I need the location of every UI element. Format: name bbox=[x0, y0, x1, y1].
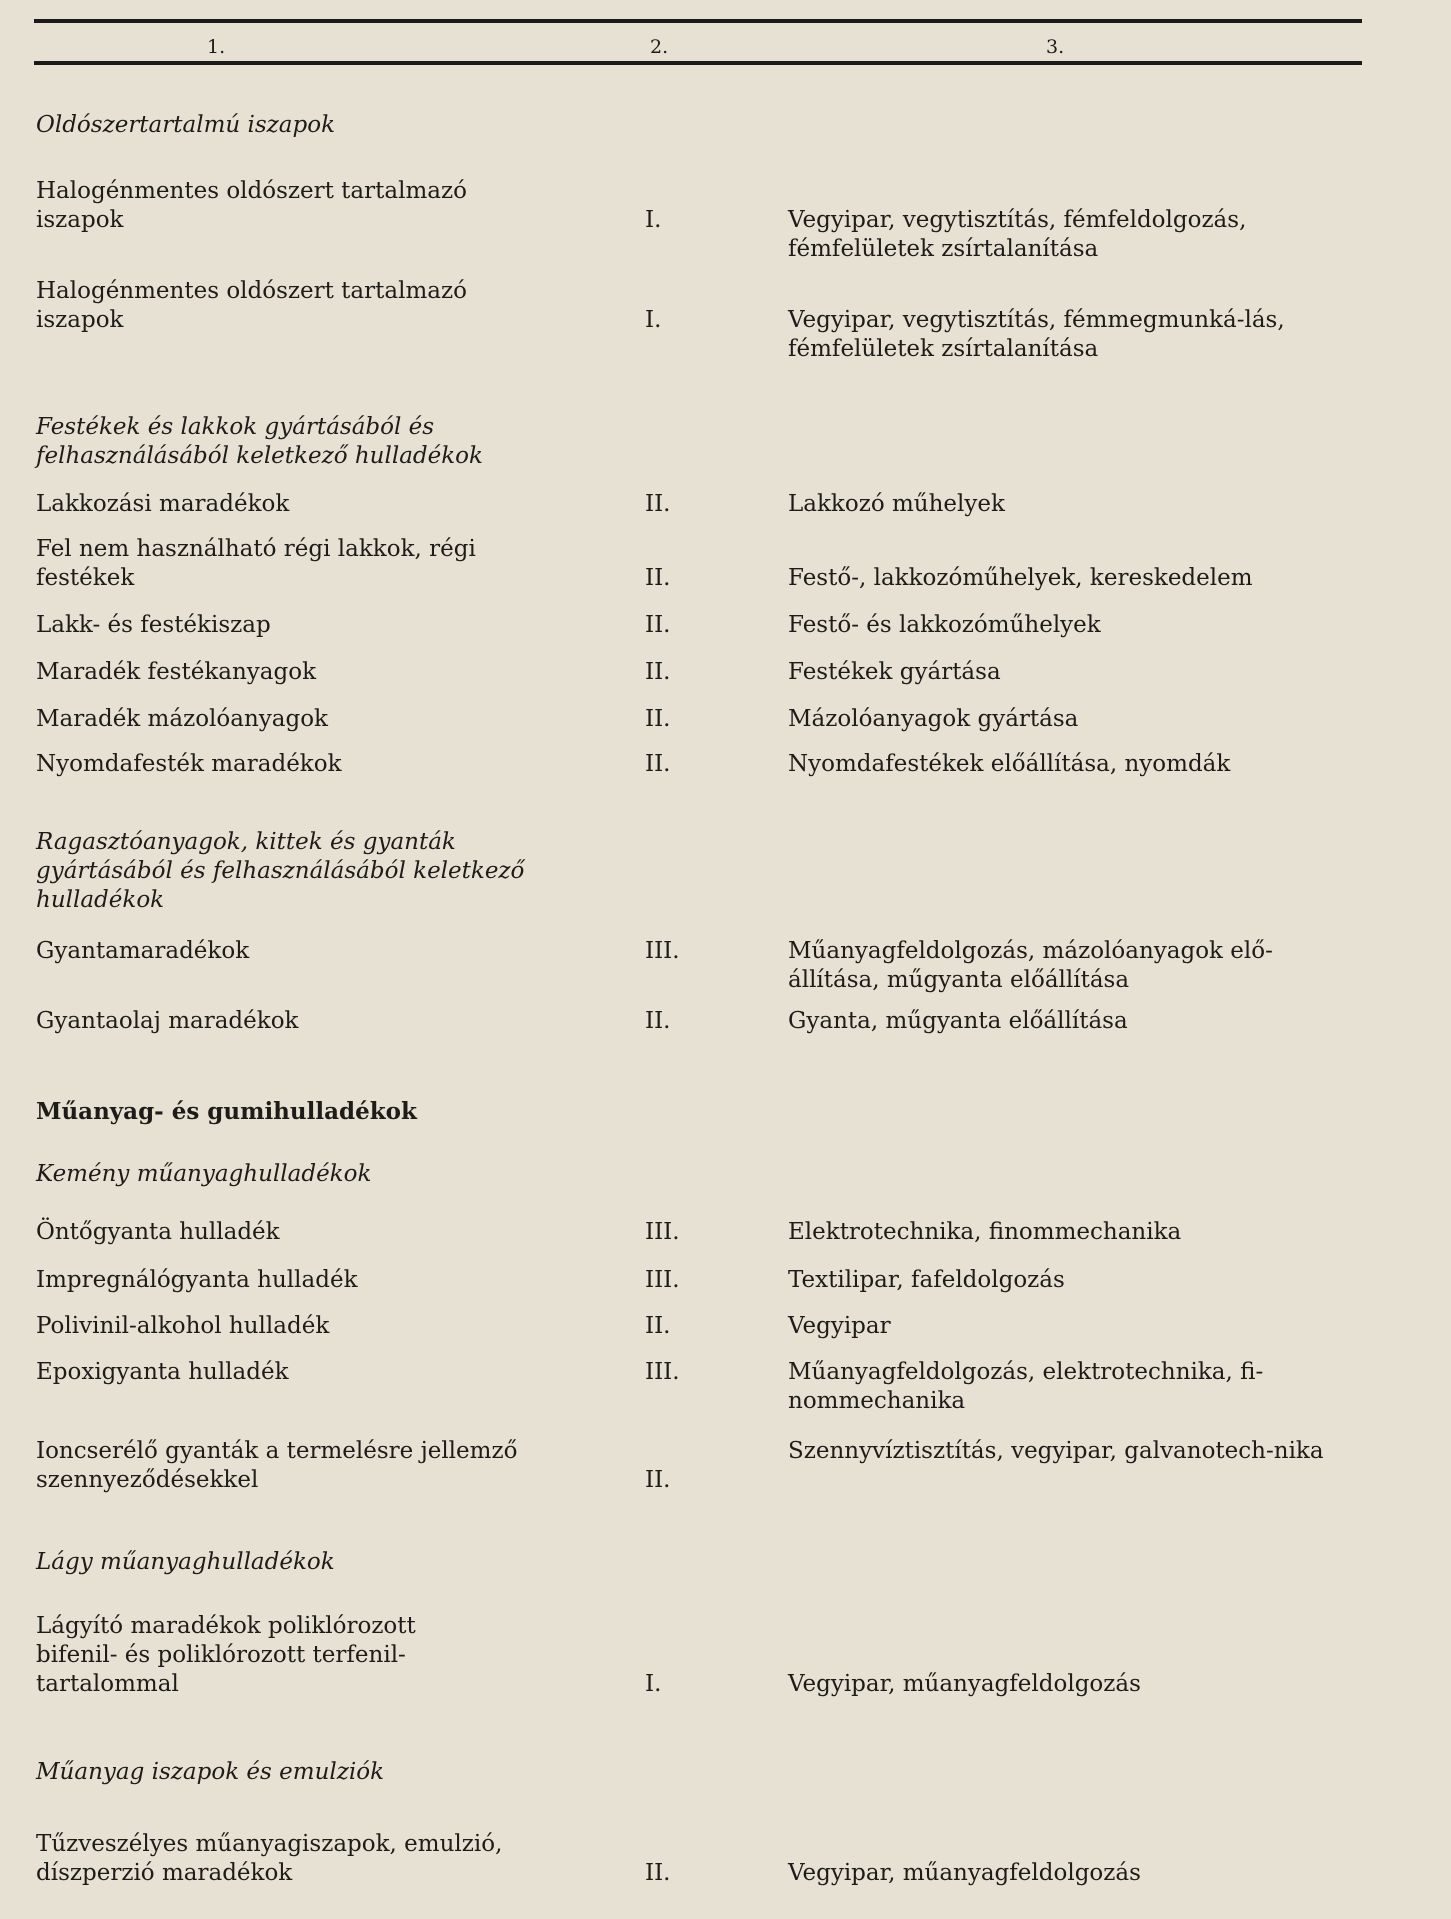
waste-name: Ioncserélő gyanták a termelésre jellemző szennyeződésekkel bbox=[36, 1438, 518, 1493]
waste-name: Epoxigyanta hulladék bbox=[36, 1359, 289, 1385]
waste-source: Vegyipar, műanyagfeldolgozás bbox=[788, 1671, 1141, 1697]
waste-name: Fel nem használható régi lakkok, régi festékek bbox=[36, 536, 476, 591]
waste-source: Festő- és lakkozóműhelyek bbox=[788, 612, 1101, 638]
waste-name: Lágyító maradékok poliklórozott bifenil- és poliklórozott terfenil-tartalommal bbox=[36, 1613, 416, 1697]
hazard-class: II. bbox=[645, 1467, 671, 1493]
waste-source: Műanyagfeldolgozás, elektrotechnika, fi-nommechanika bbox=[788, 1359, 1264, 1414]
waste-source: Mázolóanyagok gyártása bbox=[788, 706, 1079, 732]
waste-name: Lakkozási maradékok bbox=[36, 491, 290, 517]
waste-source: Vegyipar, vegytisztítás, fémfeldolgozás, fémfelületek zsírtalanítása bbox=[788, 207, 1247, 262]
waste-name: Lakk- és festékiszap bbox=[36, 612, 271, 638]
waste-source: Szennyvíztisztítás, vegyipar, galvanotech-nika bbox=[788, 1438, 1324, 1464]
waste-name: Maradék mázolóanyagok bbox=[36, 706, 328, 732]
waste-source: Vegyipar, vegytisztítás, fémmegmunká-lás, fémfelületek zsírtalanítása bbox=[788, 307, 1285, 362]
hazard-class: I. bbox=[645, 1671, 662, 1697]
waste-name: Halogénmentes oldószert tartalmazó iszapok bbox=[36, 278, 467, 333]
waste-source: Műanyagfeldolgozás, mázolóanyagok elő-állítása, műgyanta előállítása bbox=[788, 938, 1273, 993]
waste-source: Elektrotechnika, finommechanika bbox=[788, 1219, 1182, 1245]
hazard-class: I. bbox=[645, 307, 662, 333]
waste-source: Vegyipar, műanyagfeldolgozás bbox=[788, 1860, 1141, 1886]
waste-name: Halogénmentes oldószert tartalmazó iszapok bbox=[36, 178, 467, 233]
waste-name: Impregnálógyanta hulladék bbox=[36, 1267, 358, 1293]
column-header-2: 2. bbox=[650, 36, 669, 58]
waste-source: Gyanta, műgyanta előállítása bbox=[788, 1008, 1128, 1034]
waste-name: Polivinil-alkohol hulladék bbox=[36, 1313, 330, 1339]
waste-name: Nyomdafesték maradékok bbox=[36, 751, 342, 777]
waste-name: Tűzveszélyes műanyagiszapok, emulzió, díszperzió maradékok bbox=[36, 1831, 503, 1886]
hazard-class: III. bbox=[645, 1267, 680, 1293]
hazard-class: II. bbox=[645, 659, 671, 685]
column-header-1: 1. bbox=[207, 36, 226, 58]
hazard-class: II. bbox=[645, 1008, 671, 1034]
waste-name: Gyantaolaj maradékok bbox=[36, 1008, 299, 1034]
hazard-class: II. bbox=[645, 706, 671, 732]
waste-source: Festékek gyártása bbox=[788, 659, 1001, 685]
waste-name: Öntőgyanta hulladék bbox=[36, 1219, 280, 1245]
hazard-class: I. bbox=[645, 207, 662, 233]
waste-source: Vegyipar bbox=[788, 1313, 891, 1339]
hazard-class: III. bbox=[645, 1359, 680, 1385]
hazard-class: III. bbox=[645, 938, 680, 964]
hazard-class: II. bbox=[645, 491, 671, 517]
waste-source: Textilipar, fafeldolgozás bbox=[788, 1267, 1065, 1293]
hazard-class: II. bbox=[645, 565, 671, 591]
column-header-3: 3. bbox=[1046, 36, 1065, 58]
waste-source: Lakkozó műhelyek bbox=[788, 491, 1005, 517]
waste-name: Maradék festékanyagok bbox=[36, 659, 317, 685]
hazard-class: II. bbox=[645, 751, 671, 777]
document-page: 1. 2. 3. Oldószertartalmú iszapok Halogénmentes oldószert tartalmazó iszapok I. Vegyipar, vegytisztítás, fémfeldolgozás, fémfelületek zsírtalanítása Halogénmentes oldószert tartalmazó iszapok I. Vegyipar, vegytisztítás, fémmegmunká-lás, fémfelületek zsírtalanítása Festékek és lakkok gyártásából és felhasználásából keletkező hulladékok Lakkozási maradékok II. Lakkozó műhelyek Fel nem használható régi lakkok, régi festékek II. Festő-, lakkozóműhelyek, kereskedelem Lakk- és festékiszap II. Festő- és lakkozóműhelyek Maradék festékanyagok II. Festékek gyártása Maradék mázolóanyagok II. Mázolóanyagok gyártása Nyomdafesték maradékok II. Nyomdafestékek előállítása, nyomdák Ragasztóanyagok, kittek és gyanták gyártásából és felhasználásából keletkező hulladékok Gyantamaradékok III. Műanyagfeldolgozás, mázolóanyagok elő-állítása, műgyanta előállítása Gyantaolaj maradékok II. Gyanta, műgyanta előállítása Műanyag- és gumihulladékok Kemény műanyaghulladékok Öntőgyanta hulladék III. Elektrotechnika, finommechanika Impregnálógyanta hulladék III. Textilipar, fafeldolgozás Polivinil-alkohol hulladék II. Vegyipar Epoxigyanta hulladék III. Műanyagfeldolgozás, elektrotechnika, fi-nommechanika Ioncserélő gyanták a termelésre jellemző szennyeződésekkel II. Szennyvíztisztítás, vegyipar, galvanotech-nika Lágy műanyaghulladékok Lágyító maradékok poliklórozott bifenil- és poliklórozott terfenil-tartalommal I. Vegyipar, műanyagfeldolgozás Műanyag iszapok és emulziók Tűzveszélyes műanyagiszapok, emulzió, díszperzió maradékok II. Vegyipar, műanyagfeldolgozás bbox=[0, 0, 1451, 1919]
header-rule bbox=[34, 61, 1362, 65]
hazard-class: II. bbox=[645, 1313, 671, 1339]
waste-name: Gyantamaradékok bbox=[36, 938, 250, 964]
hazard-class: III. bbox=[645, 1219, 680, 1245]
hazard-class: II. bbox=[645, 612, 671, 638]
hazard-class: II. bbox=[645, 1860, 671, 1886]
waste-source: Festő-, lakkozóműhelyek, kereskedelem bbox=[788, 565, 1253, 591]
waste-source: Nyomdafestékek előállítása, nyomdák bbox=[788, 751, 1231, 777]
top-rule bbox=[34, 19, 1362, 23]
